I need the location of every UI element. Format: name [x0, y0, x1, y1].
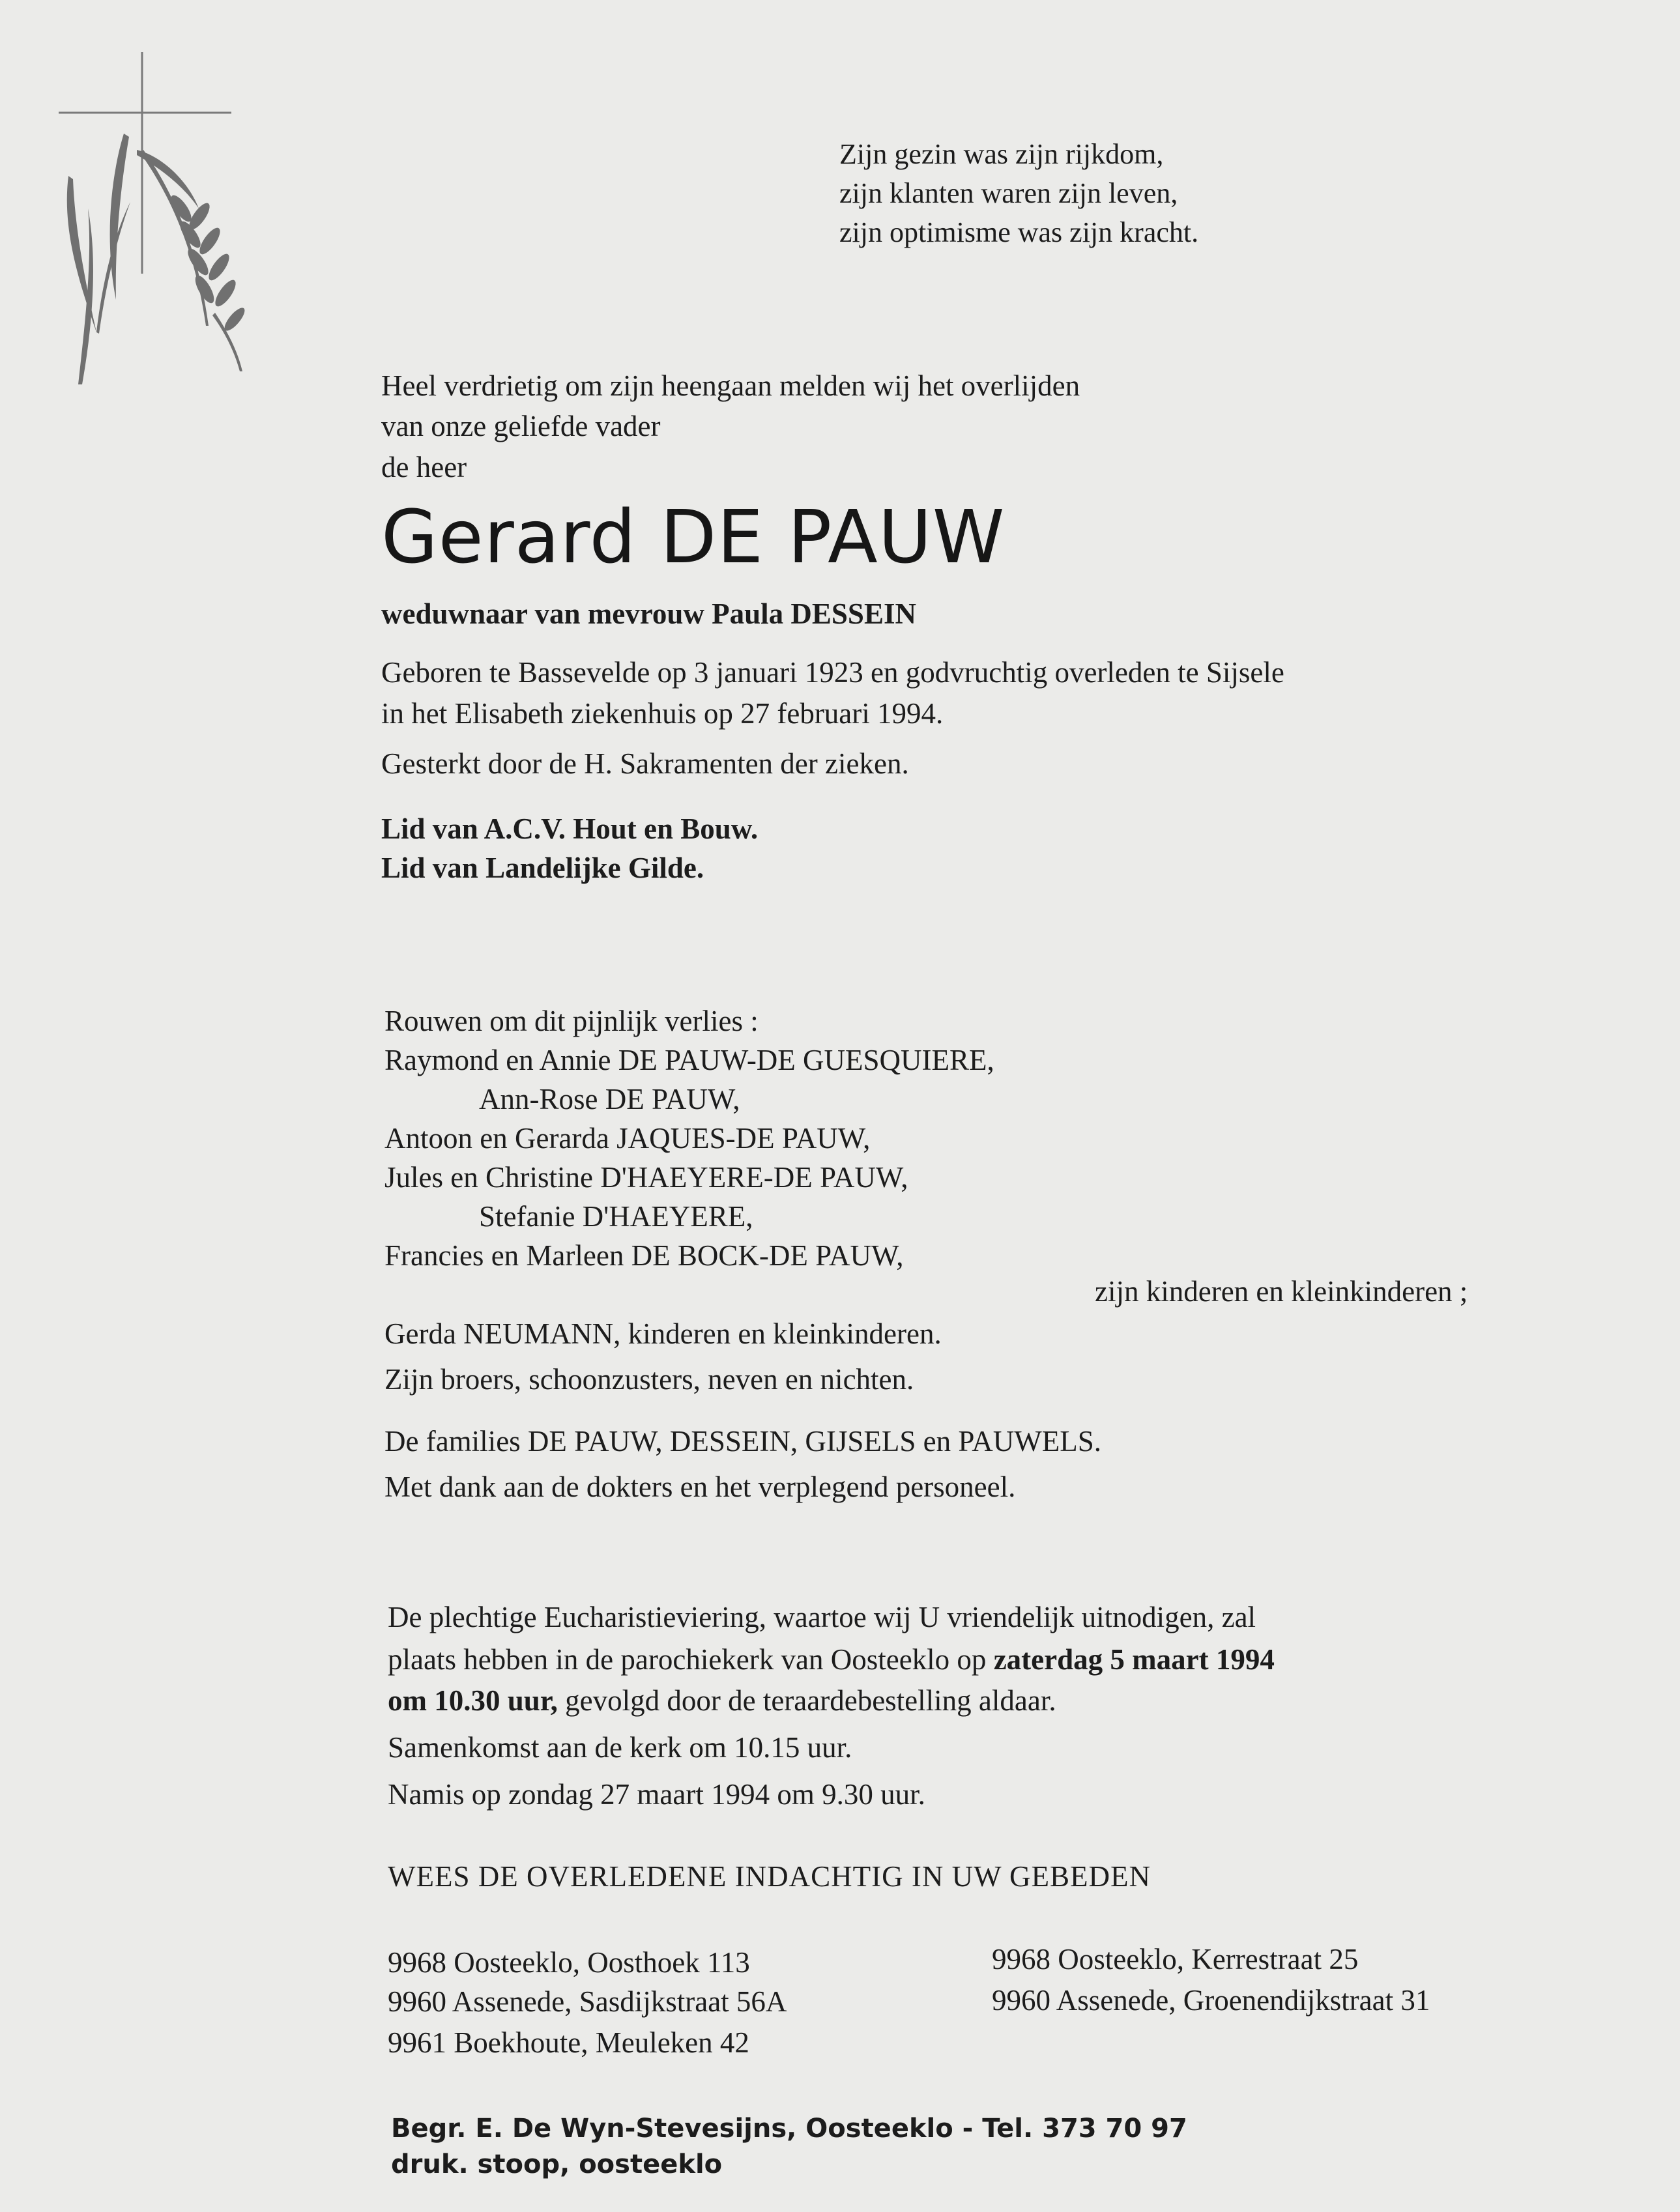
printer-line: druk. stoop, oosteeklo [391, 2149, 723, 2179]
intro-line: de heer [381, 451, 467, 483]
birth-death-line: Geboren te Bassevelde op 3 januari 1923 en godvruchtig overleden te Sijsele [381, 656, 1284, 689]
families-line: De families DE PAUW, DESSEIN, GIJSELS en PAUWELS. [384, 1425, 1102, 1458]
gathering-line: Samenkomst aan de kerk om 10.15 uur. [388, 1731, 852, 1764]
undertaker-line: Begr. E. De Wyn-Stevesijns, Oosteeklo - Tel. 373 70 97 [391, 2114, 1187, 2144]
other-mourner-line: Gerda NEUMANN, kinderen en kleinkinderen. [384, 1317, 942, 1350]
birth-death-line: in het Elisabeth ziekenhuis op 27 februari 1994. [381, 697, 944, 730]
cross-wheat-icon [39, 46, 261, 384]
ceremony-line: De plechtige Eucharistieviering, waartoe wij U vriendelijk uitnodigen, zal [388, 1601, 1256, 1633]
motto-line: Zijn gezin was zijn rijkdom, [839, 138, 1164, 170]
ceremony-text: plaats hebben in de parochiekerk van Oosteeklo op [388, 1643, 994, 1676]
address-right: 9968 Oosteeklo, Kerrestraat 25 [992, 1943, 1359, 1975]
mass-line: Namis op zondag 27 maart 1994 om 9.30 uur. [388, 1778, 925, 1811]
motto-line: zijn klanten waren zijn leven, [839, 177, 1178, 209]
mourner-line: Stefanie D'HAEYERE, [479, 1200, 753, 1233]
ceremony-date: zaterdag 5 maart 1994 [993, 1643, 1275, 1676]
ceremony-time: om 10.30 uur, [388, 1684, 558, 1717]
membership-line: Lid van A.C.V. Hout en Bouw. [381, 812, 759, 845]
other-mourner-line: Zijn broers, schoonzusters, neven en nichten. [384, 1363, 914, 1396]
deceased-name: Gerard DE PAUW [381, 495, 1006, 580]
intro-line: Heel verdrietig om zijn heengaan melden wij het overlijden [381, 369, 1080, 402]
ceremony-line [388, 1680, 1056, 1721]
membership-line: Lid van Landelijke Gilde. [381, 852, 704, 884]
motto-line: zijn optimisme was zijn kracht. [839, 216, 1199, 248]
mourner-line: Jules en Christine D'HAEYERE-DE PAUW, [384, 1161, 908, 1194]
mourner-line: Raymond en Annie DE PAUW-DE GUESQUIERE, [384, 1044, 994, 1076]
address-left: 9968 Oosteeklo, Oosthoek 113 [388, 1946, 750, 1979]
ceremony-line [388, 1639, 1275, 1680]
mourner-line: Ann-Rose DE PAUW, [479, 1083, 740, 1115]
remember-line: WEES DE OVERLEDENE INDACHTIG IN UW GEBEDEN [388, 1860, 1151, 1893]
ceremony-text: gevolgd door de teraardebestelling aldaar. [557, 1684, 1056, 1717]
mourner-line: Francies en Marleen DE BOCK-DE PAUW, [384, 1239, 904, 1272]
address-left: 9960 Assenede, Sasdijkstraat 56A [388, 1985, 787, 2018]
children-label: zijn kinderen en kleinkinderen ; [1095, 1275, 1468, 1308]
mourners-intro: Rouwen om dit pijnlijk verlies : [384, 1005, 759, 1037]
spouse-line: weduwnaar van mevrouw Paula DESSEIN [381, 597, 916, 630]
address-left: 9961 Boekhoute, Meuleken 42 [388, 2026, 749, 2059]
sacraments-line: Gesterkt door de H. Sakramenten der zieken. [381, 747, 909, 780]
address-right: 9960 Assenede, Groenendijkstraat 31 [992, 1984, 1430, 2017]
mourner-line: Antoon en Gerarda JAQUES-DE PAUW, [384, 1122, 871, 1155]
thanks-line: Met dank aan de dokters en het verplegend personeel. [384, 1471, 1016, 1503]
intro-line: van onze geliefde vader [381, 410, 661, 442]
